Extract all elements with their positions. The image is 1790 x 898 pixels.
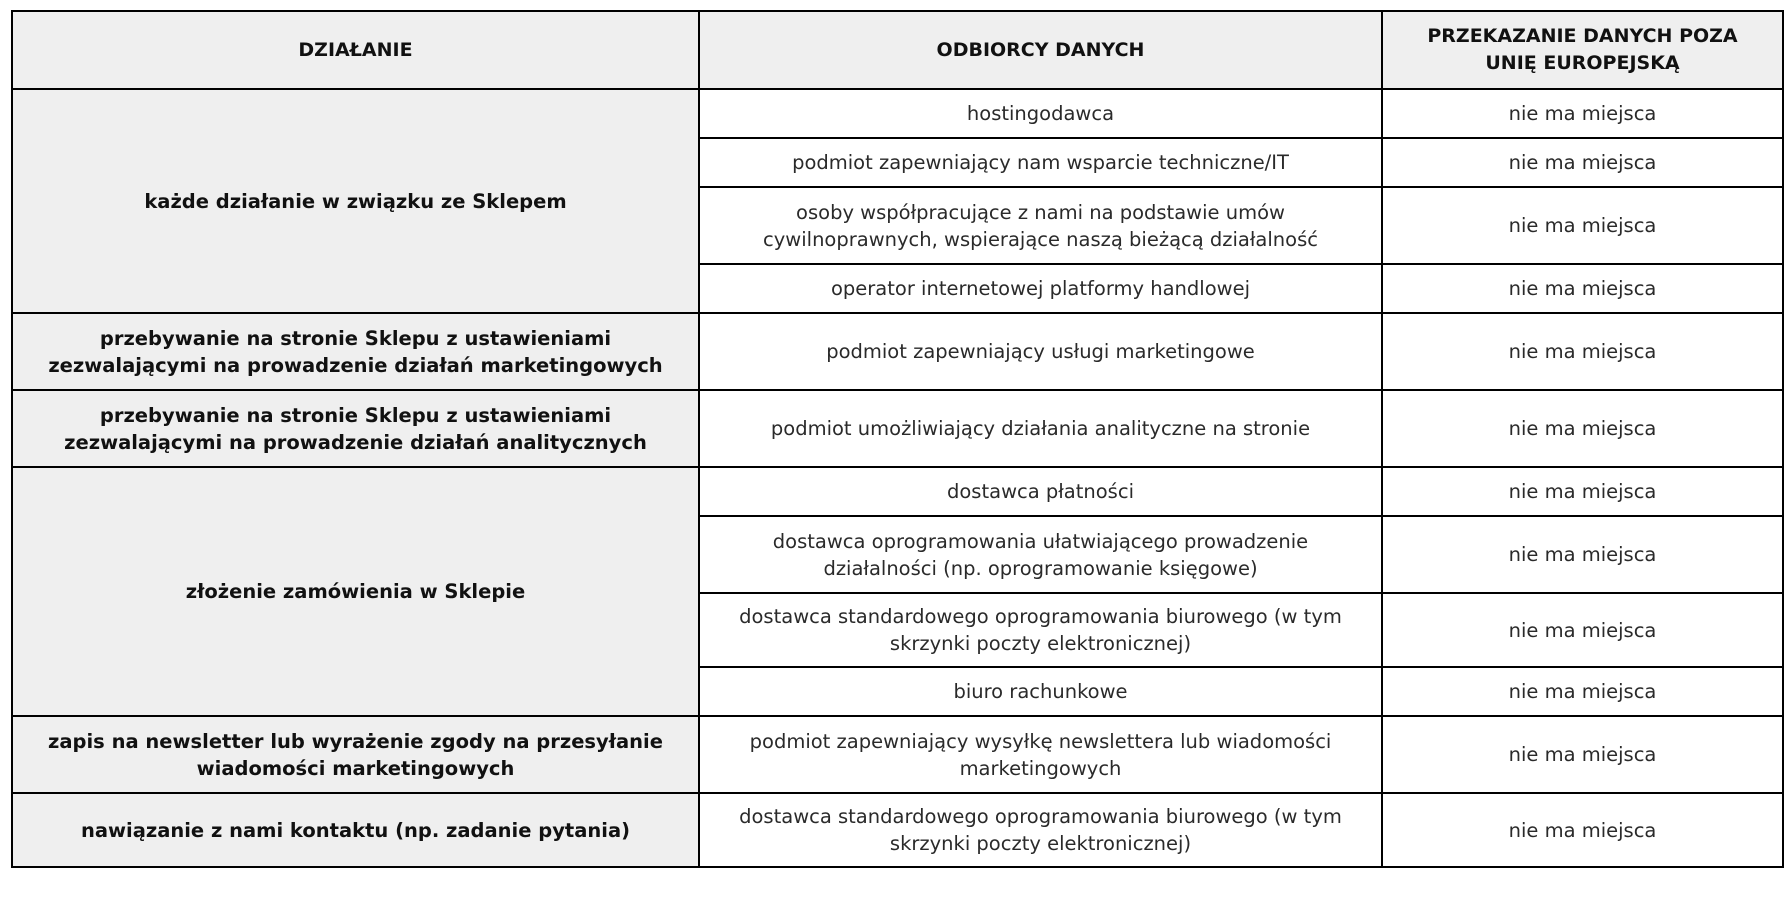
data-recipients-table bbox=[11, 10, 1784, 868]
transfer-cell: nie ma miejsca bbox=[1382, 390, 1783, 467]
action-cell: nawiązanie z nami kontaktu (np. zadanie pytania) bbox=[12, 793, 699, 867]
recipient-cell: biuro rachunkowe bbox=[699, 667, 1382, 716]
action-cell: każde działanie w związku ze Sklepem bbox=[12, 89, 699, 313]
table-row bbox=[12, 390, 1783, 467]
recipient-cell: podmiot zapewniający nam wsparcie techniczne/IT bbox=[699, 138, 1382, 187]
recipient-cell: podmiot zapewniający usługi marketingowe bbox=[699, 313, 1382, 390]
header-transfer: PRZEKAZANIE DANYCH POZA UNIĘ EUROPEJSKĄ bbox=[1382, 11, 1783, 89]
transfer-cell: nie ma miejsca bbox=[1382, 516, 1783, 593]
table-row bbox=[12, 716, 1783, 793]
table-row bbox=[12, 313, 1783, 390]
recipient-cell: hostingodawca bbox=[699, 89, 1382, 138]
transfer-cell: nie ma miejsca bbox=[1382, 467, 1783, 516]
action-cell: przebywanie na stronie Sklepu z ustawieniami zezwalającymi na prowadzenie działań marketingowych bbox=[12, 313, 699, 390]
header-action: DZIAŁANIE bbox=[12, 11, 699, 89]
transfer-cell: nie ma miejsca bbox=[1382, 138, 1783, 187]
recipient-cell: osoby współpracujące z nami na podstawie umów cywilnoprawnych, wspierające naszą bieżącą działalność bbox=[699, 187, 1382, 264]
table-row bbox=[12, 793, 1783, 867]
recipient-cell: dostawca płatności bbox=[699, 467, 1382, 516]
action-cell: złożenie zamówienia w Sklepie bbox=[12, 467, 699, 716]
transfer-cell: nie ma miejsca bbox=[1382, 793, 1783, 867]
action-cell: przebywanie na stronie Sklepu z ustawieniami zezwalającymi na prowadzenie działań analitycznych bbox=[12, 390, 699, 467]
header-row bbox=[12, 11, 1783, 89]
recipient-cell: operator internetowej platformy handlowej bbox=[699, 264, 1382, 313]
table-row bbox=[12, 89, 1783, 138]
recipient-cell: podmiot umożliwiający działania analityczne na stronie bbox=[699, 390, 1382, 467]
recipient-cell: podmiot zapewniający wysyłkę newslettera lub wiadomości marketingowych bbox=[699, 716, 1382, 793]
table-row bbox=[12, 467, 1783, 516]
recipient-cell: dostawca standardowego oprogramowania biurowego (w tym skrzynki poczty elektronicznej) bbox=[699, 593, 1382, 667]
transfer-cell: nie ma miejsca bbox=[1382, 89, 1783, 138]
header-recipients: ODBIORCY DANYCH bbox=[699, 11, 1382, 89]
recipient-cell: dostawca standardowego oprogramowania biurowego (w tym skrzynki poczty elektronicznej) bbox=[699, 793, 1382, 867]
transfer-cell: nie ma miejsca bbox=[1382, 667, 1783, 716]
transfer-cell: nie ma miejsca bbox=[1382, 716, 1783, 793]
transfer-cell: nie ma miejsca bbox=[1382, 593, 1783, 667]
transfer-cell: nie ma miejsca bbox=[1382, 313, 1783, 390]
transfer-cell: nie ma miejsca bbox=[1382, 264, 1783, 313]
transfer-cell: nie ma miejsca bbox=[1382, 187, 1783, 264]
action-cell: zapis na newsletter lub wyrażenie zgody na przesyłanie wiadomości marketingowych bbox=[12, 716, 699, 793]
recipient-cell: dostawca oprogramowania ułatwiającego prowadzenie działalności (np. oprogramowanie księgowe) bbox=[699, 516, 1382, 593]
